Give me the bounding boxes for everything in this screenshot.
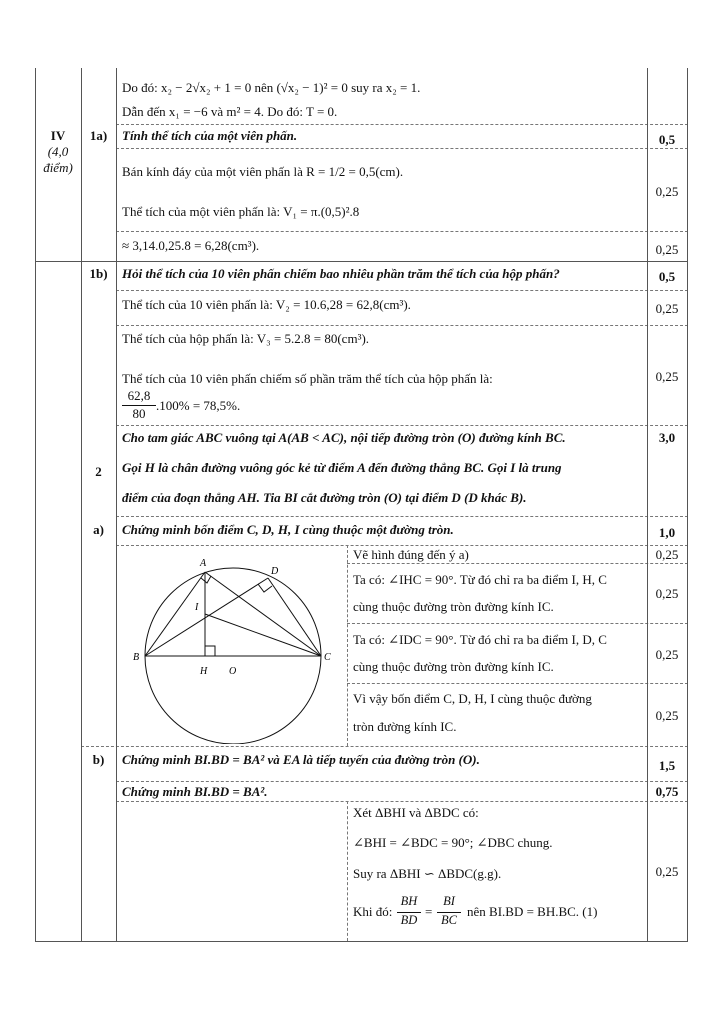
score: 0,25: [655, 184, 679, 199]
segment-ac: [205, 572, 321, 656]
question-number: 1a): [89, 128, 108, 143]
text-line: Ta có: ∠IHC = 90°. Từ đó chỉ ra ba điểm I, H, C: [353, 572, 607, 587]
score: 0,25: [655, 708, 679, 723]
answer-table: [35, 68, 688, 941]
question-number: b): [92, 752, 105, 767]
text-line: Thể tích của 10 viên phấn chiếm số phần trăm thể tích của hộp phấn là:: [122, 371, 493, 386]
text-line: tròn đường kính IC.: [353, 719, 457, 734]
text-line: cùng thuộc đường tròn đường kính IC.: [353, 599, 554, 614]
text-line: Ta có: ∠IDC = 90°. Từ đó chỉ ra ba điểm I, D, C: [353, 632, 607, 647]
question-number: a): [93, 522, 104, 537]
text-line: Vẽ hình đúng đến ý a): [353, 547, 469, 562]
right-angle-a: [201, 576, 211, 583]
text-line: Khi đó:: [353, 904, 393, 919]
text-line: Bán kính đáy của một viên phấn là R = 1/2 = 0,5(cm).: [122, 164, 404, 179]
right-angle-d: [258, 584, 272, 592]
fraction-denominator: BC: [437, 912, 461, 928]
section-label: IV: [50, 128, 66, 143]
label-i: I: [195, 602, 199, 613]
text-line: Xét ΔBHI và ΔBDC có:: [353, 805, 479, 820]
question-number: 1b): [89, 266, 108, 281]
label-o: O: [229, 666, 237, 677]
question-text: điểm của đoạn thẳng AH. Tia BI cắt đường tròn (O) tại điểm D (D khác B).: [122, 490, 527, 505]
text-line: Thể tích của hộp phấn là: V₃ = 5.2.8 = 80(cm³).: [122, 331, 370, 346]
question-text: Gọi H là chân đường vuông góc kẻ từ điểm A đến đường thẳng BC. Gọi I là trung: [122, 460, 562, 475]
text-line: Suy ra ΔBHI ∽ ΔBDC(g.g).: [353, 866, 502, 881]
score: 0,25: [655, 647, 679, 662]
section-points: điểm): [43, 160, 73, 175]
label-b: B: [133, 652, 140, 663]
question-title: Chứng minh BI.BD = BA² và EA là tiếp tuyến của đường tròn (O).: [122, 752, 480, 767]
text-line: Do đó: x₂ − 2√x₂ + 1 = 0 nên (√x₂ − 1)² = 0 suy ra x₂ = 1.: [122, 80, 421, 95]
fraction-denominator: BD: [397, 912, 421, 928]
score: 1,0: [658, 525, 676, 540]
fraction-numerator: BH: [400, 894, 418, 908]
score: 0,25: [655, 586, 679, 601]
score: 0,5: [658, 132, 676, 147]
text-line: Dẫn đến x₁ = −6 và m² = 4. Do đó: T = 0.: [122, 104, 338, 119]
score: 0,25: [655, 242, 679, 257]
label-d: D: [271, 566, 279, 577]
score: 0,25: [655, 547, 679, 562]
segment-bd: [145, 578, 268, 656]
score: 1,5: [658, 758, 676, 773]
text-line: Thể tích của một viên phấn là: V₁ = π.(0,5)².8: [122, 204, 360, 219]
score: 0,75: [655, 784, 679, 799]
fraction-numerator: 62,8: [127, 388, 151, 403]
text-line: cùng thuộc đường tròn đường kính IC.: [353, 659, 554, 674]
question-title: Chứng minh BI.BD = BA².: [122, 784, 268, 799]
question-title: Tính thể tích của một viên phấn.: [122, 128, 298, 143]
geometry-figure: [125, 548, 337, 744]
score: 0,25: [655, 369, 679, 384]
text-line: Vì vậy bốn điểm C, D, H, I cùng thuộc đường: [353, 691, 592, 706]
section-points: (4,0: [47, 144, 69, 159]
text-line: nên BI.BD = BH.BC. (1): [467, 904, 598, 919]
text-line: .100% = 78,5%.: [156, 398, 241, 413]
score: 3,0: [658, 430, 676, 445]
equals-sign: =: [425, 904, 433, 919]
right-angle-h: [205, 646, 215, 656]
fraction-numerator: BI: [443, 894, 455, 908]
text-line: ∠BHI = ∠BDC = 90°; ∠DBC chung.: [353, 835, 553, 850]
text-line: ≈ 3,14.0,25.8 = 6,28(cm³).: [122, 238, 260, 253]
label-a: A: [200, 558, 207, 569]
fraction-denominator: 80: [122, 405, 156, 422]
question-number: 2: [95, 464, 102, 479]
segment-dc: [268, 578, 321, 656]
segment-ic: [205, 614, 321, 656]
label-c: C: [324, 652, 331, 663]
text-line: Thể tích của 10 viên phấn là: V₂ = 10.6,28 = 62,8(cm³).: [122, 297, 411, 312]
fraction: [122, 388, 156, 422]
segment-ab: [145, 572, 205, 656]
question-title: Hỏi thể tích của 10 viên phấn chiếm bao nhiêu phần trăm thể tích của hộp phấn?: [122, 266, 560, 281]
score: 0,25: [655, 864, 679, 879]
label-h: H: [200, 666, 208, 677]
question-title: Chứng minh bốn điểm C, D, H, I cùng thuộc một đường tròn.: [122, 522, 454, 537]
question-text: Cho tam giác ABC vuông tại A(AB < AC), nội tiếp đường tròn (O) đường kính BC.: [122, 430, 566, 445]
score: 0,25: [655, 301, 679, 316]
score: 0,5: [658, 269, 676, 284]
